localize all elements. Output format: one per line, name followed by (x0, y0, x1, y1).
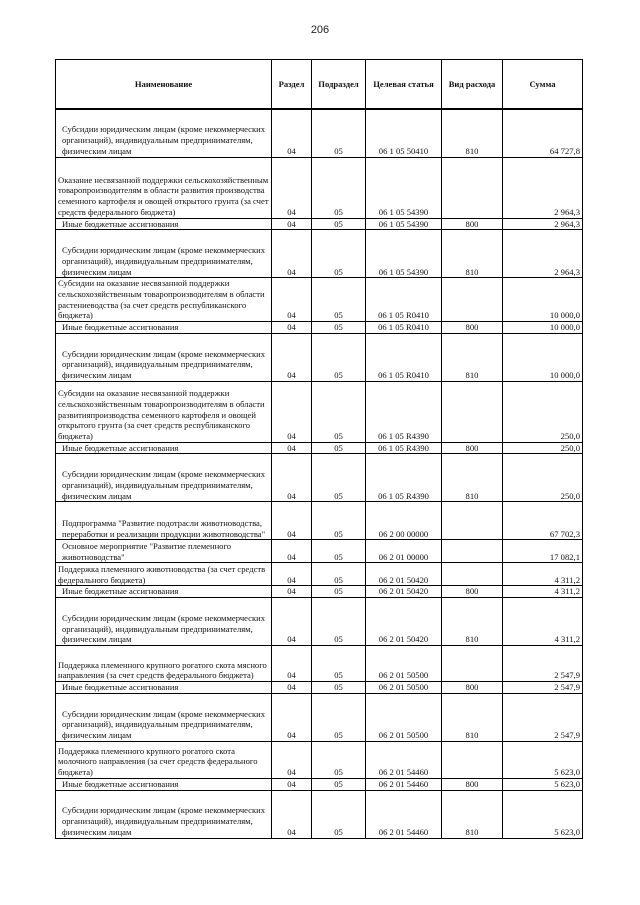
row-section-cell: 04 (272, 586, 312, 598)
table-row (56, 454, 583, 502)
page-number: 206 (310, 24, 330, 36)
table-row (56, 646, 583, 682)
row-target-article-cell: 06 2 01 00000 (366, 540, 442, 563)
row-amount-cell: 4 311,2 (503, 598, 583, 646)
row-amount-cell: 5 623,0 (503, 778, 583, 790)
row-name-cell: Поддержка племенного животноводства (за счет средств федерального бюджета) (56, 563, 272, 586)
table-row (56, 109, 583, 157)
row-subsection-cell: 05 (312, 442, 366, 454)
row-section-cell: 04 (272, 741, 312, 778)
row-target-article-cell: 06 1 05 R0410 (366, 333, 442, 381)
row-name-cell: Субсидии юридическим лицам (кроме некоммерческих организаций), индивидуальным предпринимателям, физическим лицам (56, 693, 272, 741)
row-subsection-cell: 05 (312, 322, 366, 334)
row-name-cell: Субсидии юридическим лицам (кроме некоммерческих организаций), индивидуальным предпринимателям, физическим лицам (56, 598, 272, 646)
row-amount-cell: 4 311,2 (503, 586, 583, 598)
row-name-cell: Оказание несвязанной поддержки сельскохозяйственным товаропроизводителям в области развития производства семенного картофеля и овощей открытого грунта (за счет средств федерального бюджета) (56, 157, 272, 218)
row-amount-cell: 250,0 (503, 381, 583, 442)
table-row (56, 563, 583, 586)
row-amount-cell: 67 702,3 (503, 502, 583, 540)
row-amount-cell: 250,0 (503, 454, 583, 502)
row-section-cell: 04 (272, 230, 312, 278)
row-subsection-cell: 05 (312, 333, 366, 381)
row-expense-type-cell: 800 (442, 778, 503, 790)
row-name-cell: Иные бюджетные ассигнования (56, 218, 272, 230)
row-subsection-cell: 05 (312, 790, 366, 838)
row-amount-cell: 10 000,0 (503, 278, 583, 322)
row-expense-type-cell: 800 (442, 218, 503, 230)
row-expense-type-cell: 810 (442, 454, 503, 502)
table-row (56, 442, 583, 454)
table-header-row (56, 60, 583, 110)
header-target-article: Целевая статья (366, 60, 442, 110)
table-row (56, 502, 583, 540)
row-target-article-cell: 06 1 05 50410 (366, 109, 442, 157)
row-expense-type-cell: 810 (442, 693, 503, 741)
row-expense-type-cell: 800 (442, 586, 503, 598)
row-target-article-cell: 06 2 01 50420 (366, 598, 442, 646)
row-expense-type-cell (442, 278, 503, 322)
row-subsection-cell: 05 (312, 218, 366, 230)
table-row (56, 278, 583, 322)
row-name-cell: Иные бюджетные ассигнования (56, 682, 272, 694)
header-subsection: Подраздел (312, 60, 366, 110)
row-name-cell: Иные бюджетные ассигнования (56, 586, 272, 598)
table-row (56, 540, 583, 563)
row-section-cell: 04 (272, 218, 312, 230)
row-subsection-cell: 05 (312, 563, 366, 586)
row-subsection-cell: 05 (312, 682, 366, 694)
row-amount-cell: 4 311,2 (503, 563, 583, 586)
row-amount-cell: 2 547,9 (503, 646, 583, 682)
row-subsection-cell: 05 (312, 598, 366, 646)
row-section-cell: 04 (272, 693, 312, 741)
row-amount-cell: 2 964,3 (503, 157, 583, 218)
table-row (56, 157, 583, 218)
table-row (56, 218, 583, 230)
row-expense-type-cell: 810 (442, 333, 503, 381)
row-expense-type-cell: 800 (442, 682, 503, 694)
row-section-cell: 04 (272, 442, 312, 454)
row-target-article-cell: 06 1 05 R4390 (366, 454, 442, 502)
row-target-article-cell: 06 2 01 54460 (366, 790, 442, 838)
row-section-cell: 04 (272, 540, 312, 563)
row-expense-type-cell: 800 (442, 322, 503, 334)
row-name-cell: Субсидии юридическим лицам (кроме некоммерческих организаций), индивидуальным предпринимателям, физическим лицам (56, 454, 272, 502)
header-name: Наименование (56, 60, 272, 110)
table-row (56, 693, 583, 741)
table-row (56, 381, 583, 442)
row-section-cell: 04 (272, 502, 312, 540)
row-section-cell: 04 (272, 778, 312, 790)
row-name-cell: Субсидии на оказание несвязанной поддержки сельскохозяйственным товаропроизводителям в области растениеводства (за счет средств республиканского бюджета) (56, 278, 272, 322)
row-subsection-cell: 05 (312, 157, 366, 218)
row-amount-cell: 5 623,0 (503, 741, 583, 778)
row-subsection-cell: 05 (312, 454, 366, 502)
row-subsection-cell: 05 (312, 278, 366, 322)
row-name-cell: Поддержка племенного крупного рогатого скота мясного направления (за счет средств федерального бюджета) (56, 646, 272, 682)
row-name-cell: Субсидии юридическим лицам (кроме некоммерческих организаций), индивидуальным предпринимателям, физическим лицам (56, 333, 272, 381)
row-subsection-cell: 05 (312, 693, 366, 741)
row-target-article-cell: 06 1 05 R0410 (366, 322, 442, 334)
row-target-article-cell: 06 1 05 R4390 (366, 381, 442, 442)
row-subsection-cell: 05 (312, 109, 366, 157)
row-target-article-cell: 06 2 01 50420 (366, 586, 442, 598)
header-section: Раздел (272, 60, 312, 110)
row-subsection-cell: 05 (312, 502, 366, 540)
row-expense-type-cell (442, 646, 503, 682)
row-name-cell: Основное мероприятие "Развитие племенного животноводства" (56, 540, 272, 563)
row-expense-type-cell: 810 (442, 790, 503, 838)
row-target-article-cell: 06 2 01 50420 (366, 563, 442, 586)
row-section-cell: 04 (272, 278, 312, 322)
table-row (56, 230, 583, 278)
row-expense-type-cell (442, 381, 503, 442)
row-subsection-cell: 05 (312, 230, 366, 278)
table-row (56, 741, 583, 778)
header-expense-type: Вид расхода (442, 60, 503, 110)
row-subsection-cell: 05 (312, 586, 366, 598)
table-row (56, 333, 583, 381)
budget-table (55, 59, 583, 839)
row-expense-type-cell: 810 (442, 109, 503, 157)
row-target-article-cell: 06 2 01 50500 (366, 693, 442, 741)
row-target-article-cell: 06 2 01 54460 (366, 778, 442, 790)
row-amount-cell: 17 082,1 (503, 540, 583, 563)
row-amount-cell: 250,0 (503, 442, 583, 454)
row-expense-type-cell (442, 741, 503, 778)
row-amount-cell: 2 964,3 (503, 230, 583, 278)
row-name-cell: Субсидии на оказание несвязанной поддержки сельскохозяйственным товаропроизводителям в области развитияпроизводства семенного картофеля и овощей открытого грунта (за счет средств республиканского бюджета) (56, 381, 272, 442)
row-section-cell: 04 (272, 157, 312, 218)
row-section-cell: 04 (272, 109, 312, 157)
row-amount-cell: 10 000,0 (503, 333, 583, 381)
row-expense-type-cell: 810 (442, 230, 503, 278)
row-section-cell: 04 (272, 563, 312, 586)
row-section-cell: 04 (272, 646, 312, 682)
row-amount-cell: 2 964,3 (503, 218, 583, 230)
row-expense-type-cell (442, 563, 503, 586)
row-expense-type-cell: 800 (442, 442, 503, 454)
table-row (56, 598, 583, 646)
row-target-article-cell: 06 2 01 50500 (366, 682, 442, 694)
row-target-article-cell: 06 1 05 R0410 (366, 278, 442, 322)
row-amount-cell: 10 000,0 (503, 322, 583, 334)
row-subsection-cell: 05 (312, 381, 366, 442)
row-name-cell: Подпрограмма "Развитие подотрасли животноводства, переработки и реализации продукции животноводства" (56, 502, 272, 540)
row-name-cell: Иные бюджетные ассигнования (56, 778, 272, 790)
row-subsection-cell: 05 (312, 646, 366, 682)
row-name-cell: Поддержка племенного крупного рогатого скота молочного направления (за счет средств федерального бюджета) (56, 741, 272, 778)
row-target-article-cell: 06 1 05 54390 (366, 218, 442, 230)
table-row (56, 778, 583, 790)
table-row (56, 586, 583, 598)
row-subsection-cell: 05 (312, 741, 366, 778)
row-section-cell: 04 (272, 381, 312, 442)
row-amount-cell: 64 727,8 (503, 109, 583, 157)
row-name-cell: Субсидии юридическим лицам (кроме некоммерческих организаций), индивидуальным предпринимателям, физическим лицам (56, 230, 272, 278)
row-section-cell: 04 (272, 333, 312, 381)
row-subsection-cell: 05 (312, 540, 366, 563)
row-section-cell: 04 (272, 598, 312, 646)
row-name-cell: Иные бюджетные ассигнования (56, 322, 272, 334)
row-name-cell: Субсидии юридическим лицам (кроме некоммерческих организаций), индивидуальным предпринимателям, физическим лицам (56, 109, 272, 157)
row-target-article-cell: 06 2 01 54460 (366, 741, 442, 778)
row-expense-type-cell (442, 502, 503, 540)
row-section-cell: 04 (272, 322, 312, 334)
table-row (56, 682, 583, 694)
row-section-cell: 04 (272, 682, 312, 694)
row-target-article-cell: 06 2 01 50500 (366, 646, 442, 682)
table-row (56, 790, 583, 838)
row-amount-cell: 2 547,9 (503, 682, 583, 694)
row-target-article-cell: 06 1 05 R4390 (366, 442, 442, 454)
row-target-article-cell: 06 1 05 54390 (366, 230, 442, 278)
row-target-article-cell: 06 2 00 00000 (366, 502, 442, 540)
header-amount: Сумма (503, 60, 583, 110)
row-amount-cell: 5 623,0 (503, 790, 583, 838)
row-target-article-cell: 06 1 05 54390 (366, 157, 442, 218)
row-expense-type-cell (442, 157, 503, 218)
row-subsection-cell: 05 (312, 778, 366, 790)
row-section-cell: 04 (272, 454, 312, 502)
row-section-cell: 04 (272, 790, 312, 838)
row-expense-type-cell: 810 (442, 598, 503, 646)
row-expense-type-cell (442, 540, 503, 563)
table-row (56, 322, 583, 334)
row-name-cell: Субсидии юридическим лицам (кроме некоммерческих организаций), индивидуальным предпринимателям, физическим лицам (56, 790, 272, 838)
row-name-cell: Иные бюджетные ассигнования (56, 442, 272, 454)
row-amount-cell: 2 547,9 (503, 693, 583, 741)
